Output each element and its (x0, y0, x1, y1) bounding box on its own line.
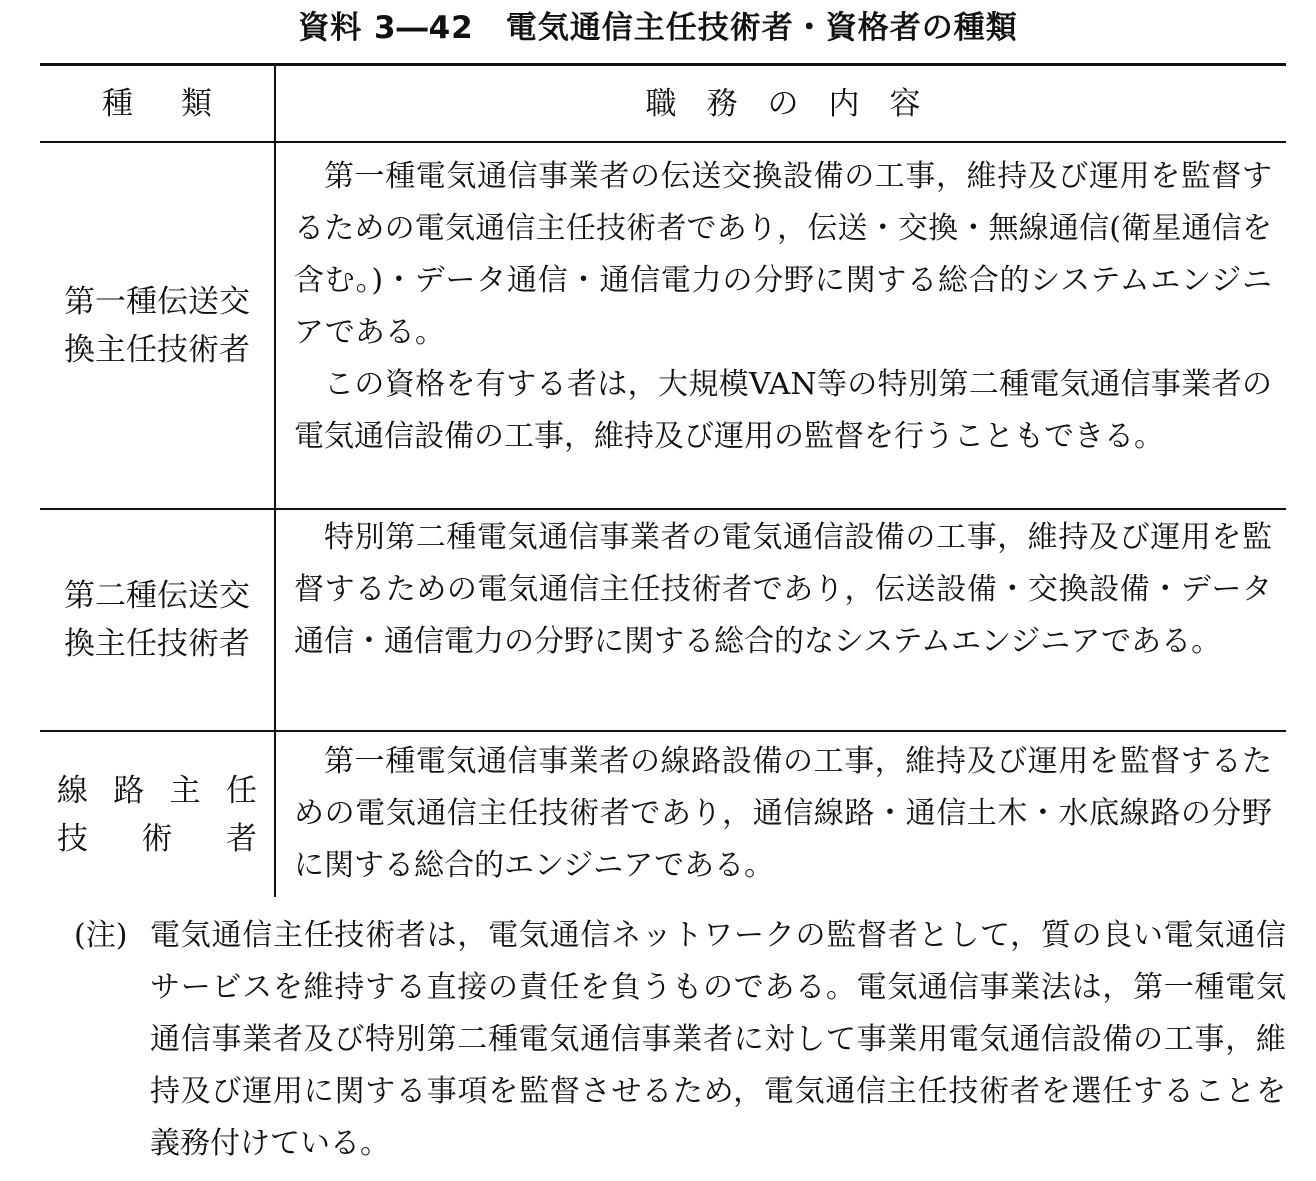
type-cell (40, 510, 276, 730)
type-label-line: 線路主任 (57, 772, 257, 809)
footnote (74, 910, 1286, 1170)
footnote-text: 電気通信主任技術者は，電気通信ネットワークの監督者として，質の良い電気通信サービスを維持する直接の責任を負うものである。電気通信事業法は，第一種電気通信事業者及び特別第二種電気通信事業者に対して事業用電気通信設備の工事，維持及び運用に関する事項を監督させるため，電気通信主任技術者を選任することを義務付けている。 (150, 918, 1286, 1161)
type-label-line: 換主任技術者 (64, 331, 250, 368)
header-duties-label: 職務の内容 (645, 85, 951, 122)
header-cell-duties (276, 66, 1286, 141)
duties-cell (276, 143, 1286, 508)
duties-paragraph: 特別第二種電気通信事業者の電気通信設備の工事，維持及び運用を監督するための電気通信主任技術者であり，伝送設備・交換設備・データ通信・通信電力の分野に関する総合的なシステムエンジニアである。 (294, 520, 1272, 659)
document-title: 資料 3―42 電気通信主任技術者・資格者の種類 (298, 10, 1018, 46)
type-label (57, 572, 257, 668)
type-cell (40, 732, 276, 897)
type-label-line: 換主任技術者 (64, 626, 250, 662)
duties-cell (276, 510, 1286, 730)
header-type-label: 種類 (102, 85, 260, 122)
table-header-row (40, 66, 1286, 143)
type-label-line: 第二種伝送交 (64, 578, 250, 614)
header-cell-type (40, 66, 276, 141)
type-label (57, 278, 257, 374)
duties-paragraph: 第一種電気通信事業者の伝送交換設備の工事，維持及び運用を監督するための電気通信主任技術者であり，伝送・交換・無線通信(衛星通信を含む。)・データ通信・通信電力の分野に関する総合的システムエンジニアである。 (294, 159, 1273, 350)
duties-paragraph: 第一種電気通信事業者の線路設備の工事，維持及び運用を監督するための電気通信主任技術者であり，通信線路・通信土木・水底線路の分野に関する総合的エンジニアである。 (294, 744, 1272, 883)
footnote-label: (注) (74, 918, 128, 953)
qualification-table (40, 63, 1286, 897)
table-row (40, 143, 1286, 510)
table-row (40, 732, 1286, 897)
duties-paragraph: この資格を有する者は，大規模VAN等の特別第二種電気通信事業者の電気通信設備の工事，維持及び運用の監督を行うこともできる。 (294, 367, 1272, 454)
type-cell (40, 143, 276, 508)
type-label-line: 第一種伝送交 (64, 283, 250, 320)
type-label-line: 技術者 (57, 820, 257, 857)
duties-cell (276, 732, 1286, 897)
table-row (40, 510, 1286, 732)
type-label (57, 767, 257, 863)
